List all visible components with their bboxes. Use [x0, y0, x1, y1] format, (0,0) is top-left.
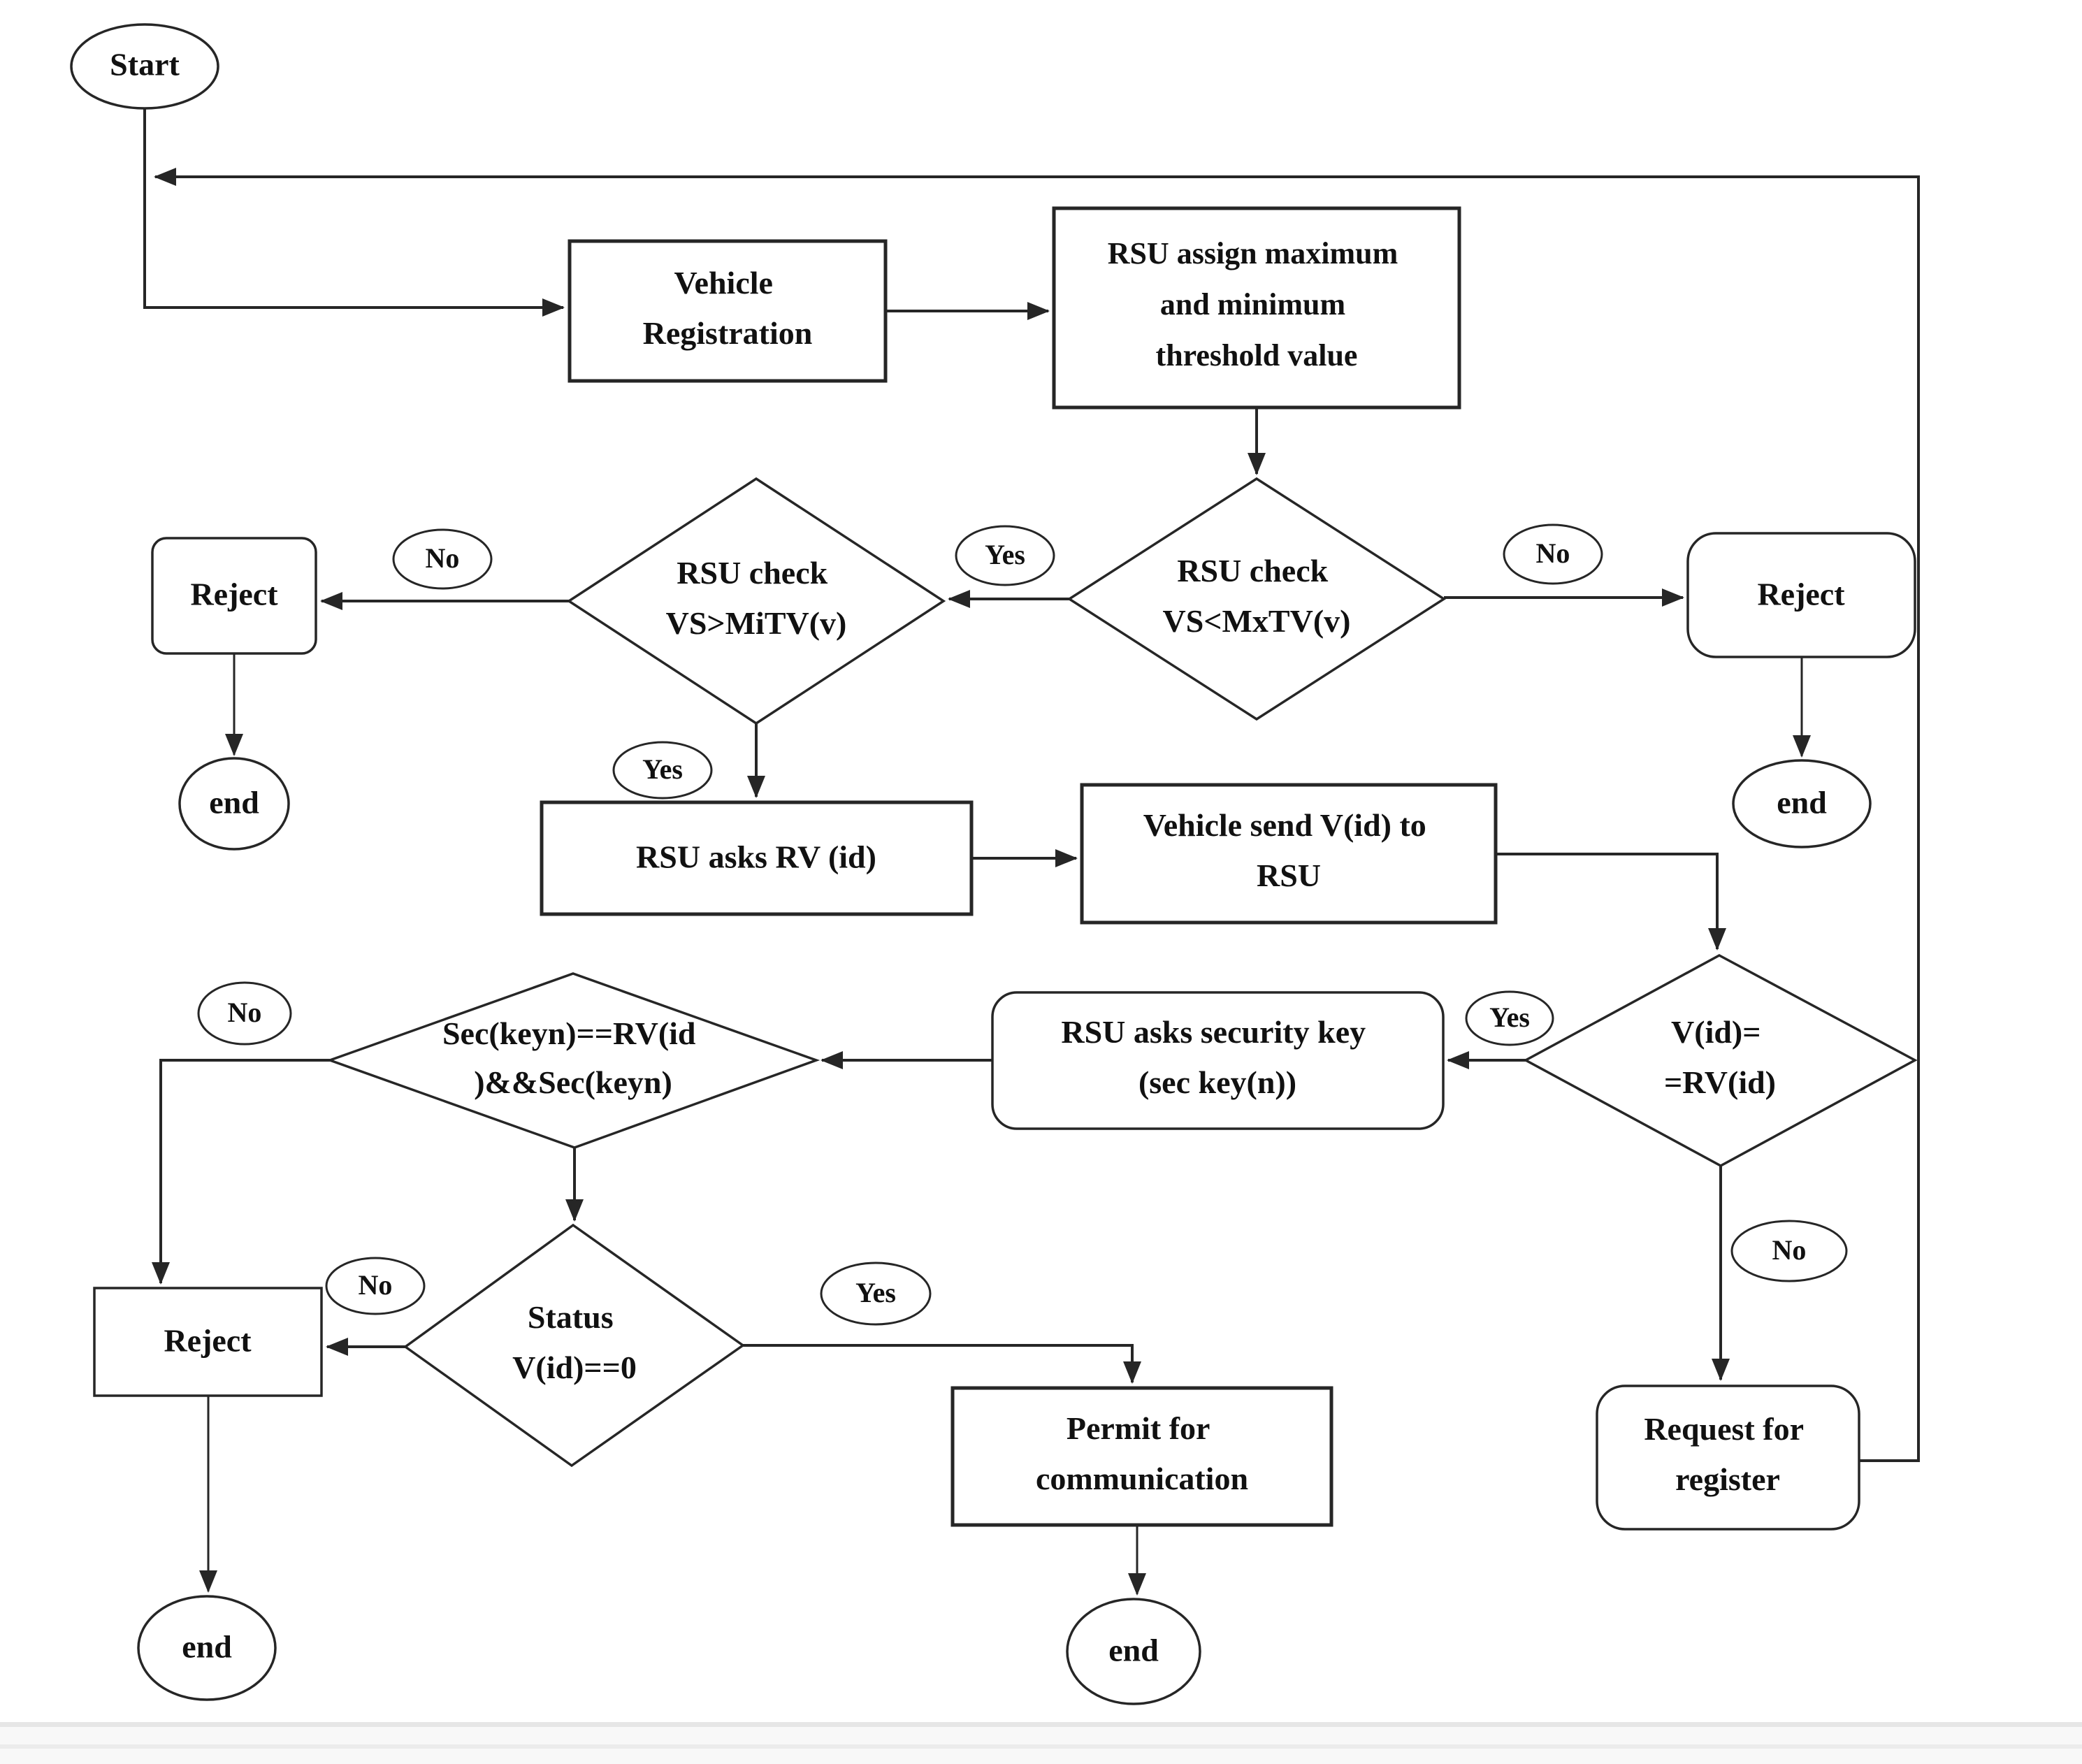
check-max-decision [1069, 479, 1444, 719]
check-min-decision [569, 479, 944, 723]
end-left-label: end [209, 784, 259, 820]
check-status-diamond [405, 1225, 743, 1466]
check-max-diamond [1069, 479, 1444, 719]
check-status-decision [405, 1225, 743, 1466]
end-bottom-left-node [138, 1596, 275, 1700]
security-key-box [992, 992, 1443, 1129]
check-status-line2: V(id)==0 [512, 1349, 637, 1385]
badge-yes-check-status [821, 1263, 930, 1324]
page-footer [0, 1722, 2082, 1764]
badge-no-check-sec [198, 983, 291, 1044]
badge-yes-check-vid [1466, 992, 1553, 1045]
security-key-line1: RSU asks security key [1061, 1013, 1366, 1050]
end-permit-node [1067, 1599, 1200, 1704]
reject-bottom-label: Reject [164, 1322, 252, 1359]
reject-left-node [152, 538, 316, 653]
request-register-line1: Request for [1644, 1410, 1804, 1447]
vehicle-send-line1: Vehicle send V(id) to [1143, 807, 1426, 843]
badge-no-check-max [1504, 525, 1602, 584]
request-register-line2: register [1675, 1461, 1780, 1497]
start-label: Start [110, 46, 180, 82]
badge-no-check-sec-label: No [227, 997, 262, 1029]
rsu-assign-line3: threshold value [1155, 338, 1358, 373]
footer-rule-bottom [0, 1744, 2082, 1749]
edge-start-to-vehicle-registration [145, 108, 563, 308]
permit-line1: Permit for [1066, 1410, 1210, 1446]
rsu-assign-node [1054, 208, 1459, 407]
check-max-line2: VS<MxTV(v) [1162, 602, 1351, 639]
edge-vehicle-send-to-check-vid [1496, 854, 1717, 949]
check-min-line1: RSU check [677, 554, 828, 591]
rsu-asks-rv-label: RSU asks RV (id) [636, 839, 876, 875]
vehicle-send-line2: RSU [1256, 857, 1322, 893]
reject-right-node [1688, 533, 1915, 657]
check-vid-line1: V(id)= [1671, 1013, 1761, 1050]
vehicle-registration-box [570, 241, 885, 381]
badge-yes-check-vid-label: Yes [1489, 1002, 1530, 1034]
check-sec-diamond [330, 974, 816, 1148]
check-status-line1: Status [527, 1299, 614, 1335]
request-register-box [1597, 1386, 1859, 1529]
check-vid-decision [1526, 955, 1915, 1166]
request-register-node [1597, 1386, 1859, 1529]
end-right-node [1733, 760, 1870, 847]
badge-yes-check-max [956, 526, 1054, 585]
reject-left-label: Reject [190, 576, 278, 612]
end-permit-label: end [1108, 1632, 1159, 1668]
end-right-label: end [1777, 784, 1827, 820]
badge-no-check-vid [1732, 1221, 1846, 1281]
check-vid-line2: =RV(id) [1663, 1064, 1777, 1100]
rsu-assign-line2: and minimum [1159, 287, 1346, 322]
vehicle-send-box [1082, 785, 1496, 923]
rsu-asks-rv-node [542, 802, 971, 914]
start-node [71, 24, 218, 108]
check-vid-diamond [1526, 955, 1915, 1166]
vehicle-registration-node [570, 241, 885, 381]
rsu-assign-line1: RSU assign maximum [1107, 236, 1398, 271]
reject-right-label: Reject [1757, 576, 1845, 612]
vehicle-send-node [1082, 785, 1496, 923]
badge-no-check-max-label: No [1535, 537, 1570, 570]
end-bottom-left-label: end [182, 1628, 232, 1665]
permit-box [953, 1388, 1331, 1525]
edge-registration-loop-feedback [155, 177, 1918, 1461]
badge-yes-check-max-label: Yes [985, 539, 1025, 571]
end-left-node [180, 758, 289, 849]
footer-rule-top [0, 1722, 2082, 1727]
badge-no-check-status-label: No [358, 1269, 393, 1301]
badge-yes-check-status-label: Yes [855, 1277, 896, 1309]
badge-no-check-min-label: No [425, 542, 460, 574]
badge-yes-check-min [614, 742, 711, 798]
permit-line2: communication [1035, 1460, 1249, 1496]
edges-layer [145, 108, 1918, 1594]
check-max-line1: RSU check [1177, 552, 1329, 588]
vehicle-registration-line2: Registration [642, 315, 813, 351]
reject-bottom-node [94, 1288, 321, 1396]
permit-node [953, 1388, 1331, 1525]
security-key-line2: (sec key(n)) [1138, 1064, 1297, 1100]
check-sec-decision [330, 974, 816, 1148]
badge-no-check-vid-label: No [1772, 1234, 1807, 1266]
check-sec-line1: Sec(keyn)==RV(id [442, 1015, 696, 1051]
check-sec-line2: )&&Sec(keyn) [474, 1064, 672, 1100]
edge-check-status-yes-to-permit [743, 1345, 1132, 1382]
badge-no-check-min [393, 530, 491, 588]
check-min-line2: VS>MiTV(v) [665, 605, 847, 641]
vehicle-registration-line1: Vehicle [674, 264, 773, 301]
badge-no-check-status [326, 1258, 424, 1314]
security-key-node [992, 992, 1443, 1129]
check-min-diamond [569, 479, 944, 723]
badge-yes-check-min-label: Yes [642, 753, 683, 786]
edge-check-sec-no-to-reject-bottom [161, 1060, 330, 1283]
